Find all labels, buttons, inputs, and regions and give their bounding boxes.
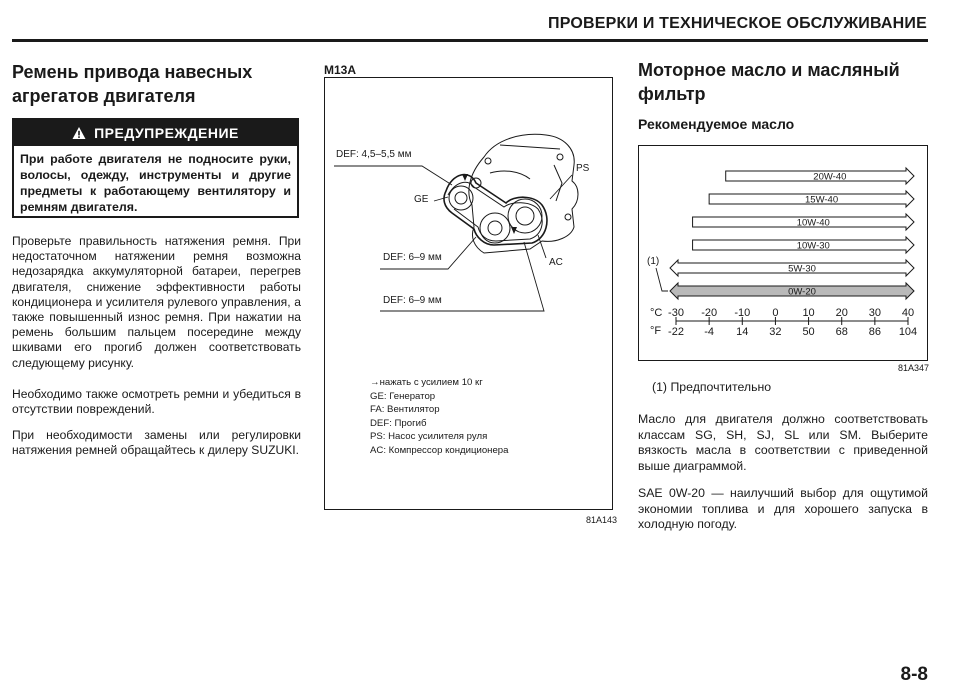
celsius-tick-label: 40 [901, 307, 915, 319]
chart-code: 81A347 [898, 363, 930, 373]
callout-ac: AC [549, 257, 563, 268]
oil-grade-label: 0W-20 [788, 286, 816, 298]
engine-detail-line [500, 145, 560, 149]
fahrenheit-tick-label: 86 [868, 326, 881, 338]
page-number: 8-8 [900, 664, 928, 685]
oil-grade-label: 10W-30 [796, 240, 830, 252]
belt-title-line-1: Ремень привода навесных [12, 62, 253, 82]
force-arrow-1 [462, 174, 468, 181]
callout-def-middle: DEF: 6–9 мм [383, 252, 442, 263]
preferred-marker-leader [656, 268, 668, 291]
belt-inspection-paragraph: Необходимо также осмотреть ремни и убедиться в отсутствии повреждений. [12, 387, 301, 417]
celsius-tick-label: 10 [802, 307, 815, 319]
warning-triangle-icon [72, 126, 86, 140]
oil-grade-label: 10W-40 [796, 217, 830, 229]
figure-engine-label: M13A [324, 63, 357, 77]
callout-def-lower: DEF: 6–9 мм [383, 295, 442, 306]
oil-title-line-2: фильтр [638, 84, 706, 104]
oil-sae-paragraph: SAE 0W-20 — наилучший выбор для ощутимой экономии топлива и для хорошего запуска в холодную погоду. [638, 486, 928, 531]
section-header-title: ПРОВЕРКИ И ТЕХНИЧЕСКОЕ ОБСЛУЖИВАНИЕ [548, 15, 927, 32]
figure-code: 81A143 [586, 515, 618, 525]
preferred-note: (1) Предпочтительно [652, 380, 772, 394]
celsius-tick-label: -10 [734, 307, 751, 319]
warning-label: ПРЕДУПРЕЖДЕНИЕ [94, 125, 239, 141]
bolt-3 [565, 214, 571, 220]
legend-item: →нажать с усилием 10 кг [370, 377, 483, 388]
crank-pulley [480, 213, 510, 243]
leader-ps [550, 175, 572, 199]
oil-class-paragraph: Масло для двигателя должно соответствовать классам SG, SH, SJ, SL или SM. Выберите вязкость масла в соответствии с приведенной выше диаграммой. [638, 412, 928, 473]
engine-detail-path [554, 165, 562, 201]
drive-belt-inner [448, 182, 542, 241]
fahrenheit-tick-label: 14 [736, 326, 749, 338]
celsius-axis-label: °C [650, 307, 663, 319]
recommended-oil-subtitle: Рекомендуемое масло [638, 116, 795, 132]
generator-pulley-hub [455, 192, 467, 204]
legend-item: AC: Компрессор кондиционера [370, 444, 509, 456]
warning-header [14, 120, 297, 146]
belt-tension-paragraph: Проверьте правильность натяжения ремня. При недостаточном натяжении ремня возможна недозарядка аккумуляторной батареи, перегрев двигателя, снижение эффективности работы кондиционера и усилителя рулевого управления, а также повышенный износ ремня. При нажатии на ремень большим пальцем посередине между шкивами его прогиб должен соответствовать следующему рисунку. [12, 234, 301, 370]
fahrenheit-tick-label: 32 [769, 326, 782, 338]
oil-grade-label: 20W-40 [813, 171, 847, 183]
figure-legend [370, 376, 508, 457]
belt-section-title [12, 60, 252, 108]
fahrenheit-tick-label: 104 [898, 326, 918, 338]
callout-ge: GE [414, 194, 429, 205]
legend-item: GE: Генератор [370, 390, 436, 402]
leader-ac [538, 235, 546, 258]
belt-dealer-paragraph: При необходимости замены или регулировки натяжения ремней обращайтесь к дилеру SUZUKI. [12, 428, 301, 458]
celsius-tick-label: 0 [772, 307, 779, 319]
engine-detail-curve [490, 171, 530, 179]
celsius-tick-label: -20 [701, 307, 718, 319]
legend-item: FA: Вентилятор [370, 404, 440, 415]
belt-title-line-2: агрегатов двигателя [12, 86, 196, 106]
fahrenheit-tick-label: -4 [704, 326, 715, 338]
engine-block-outline [469, 134, 578, 253]
celsius-tick-label: 30 [868, 307, 881, 319]
legend-item: PS: Насос усилителя руля [370, 431, 488, 442]
callout-ps: PS [576, 163, 590, 174]
leader-ge [434, 197, 448, 201]
oil-section-title [638, 58, 900, 106]
bolt-1 [485, 158, 491, 164]
header-rule [12, 39, 928, 42]
oil-grade-label: 5W-30 [788, 263, 816, 275]
fahrenheit-tick-label: 68 [835, 326, 848, 338]
oil-grade-label: 15W-40 [805, 194, 839, 206]
fahrenheit-axis-label: °F [650, 325, 662, 337]
oil-viscosity-chart [638, 145, 928, 361]
preferred-marker: (1) [647, 256, 660, 267]
bolt-2 [557, 154, 563, 160]
ps-pulley-hub [516, 207, 534, 225]
warning-box [12, 118, 299, 218]
celsius-tick-label: 20 [835, 307, 848, 319]
leader-def1 [334, 166, 452, 185]
warning-text: При работе двигателя не подносите руки, волосы, одежду, инструменты и другие предметы к работающему вентилятору и ремням двигателя. [20, 152, 291, 214]
fahrenheit-tick-label: 50 [802, 326, 815, 338]
legend-item: DEF: Прогиб [370, 417, 427, 429]
crank-pulley-hub [488, 221, 502, 235]
callout-def-upper: DEF: 4,5–5,5 мм [336, 149, 412, 160]
oil-title-line-1: Моторное масло и масляный [638, 60, 900, 80]
fahrenheit-tick-label: -22 [668, 326, 684, 338]
celsius-tick-label: -30 [668, 307, 684, 319]
